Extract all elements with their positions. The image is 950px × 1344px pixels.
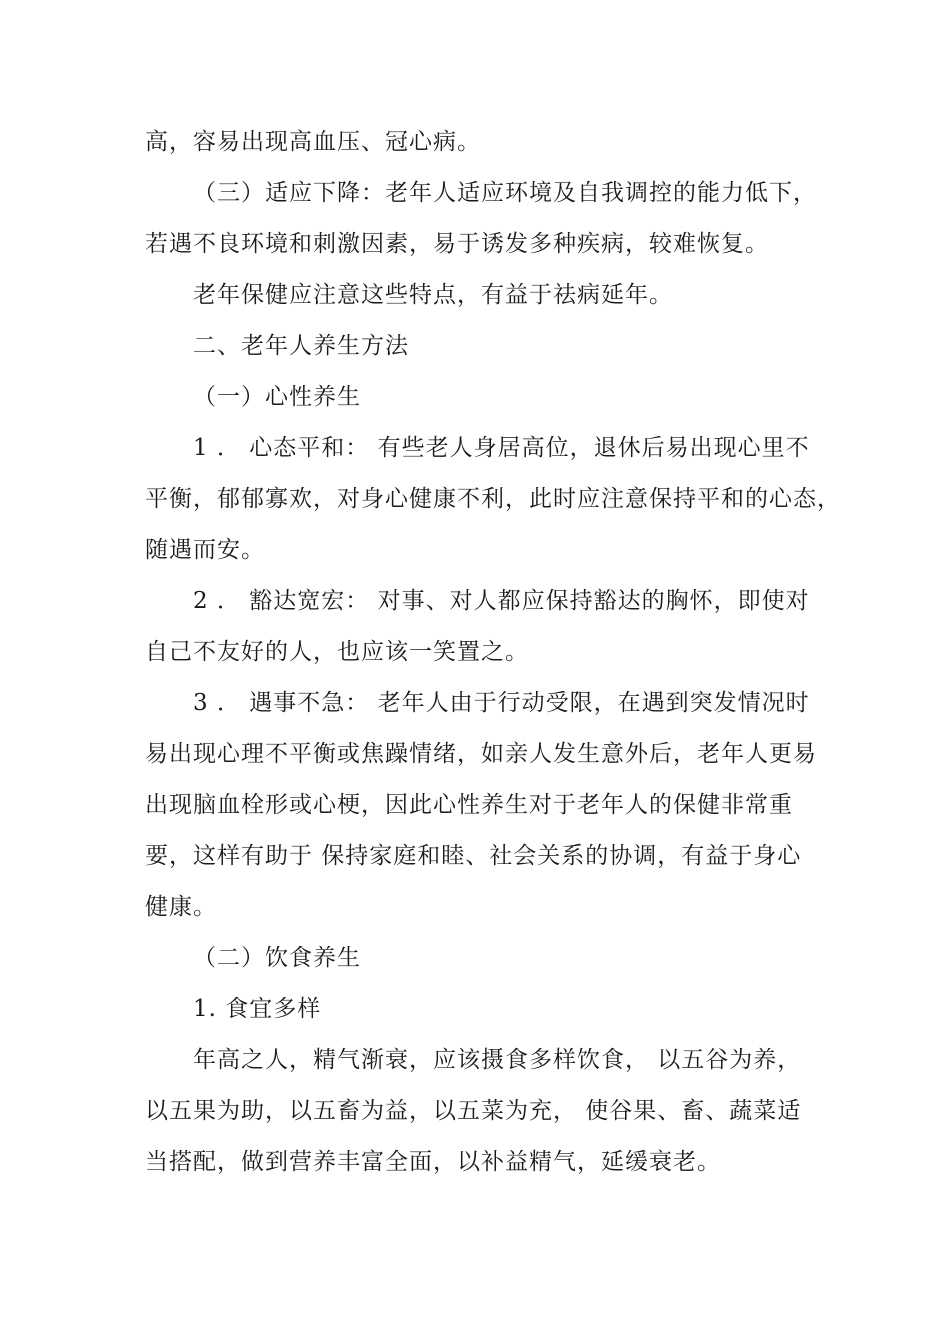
body-text-line: 随遇而安。: [145, 537, 265, 563]
body-text-line: 出现脑血栓形或心梗，因此心性养生对于老年人的保健非常重: [145, 792, 793, 818]
body-text-line: 2 ． 豁达宽宏： 对事、对人都应保持豁达的胸怀，即使对: [193, 588, 810, 614]
body-text-line: 1 ． 心态平和： 有些老人身居高位，退休后易出现心里不: [193, 435, 810, 461]
item-heading: 1. 食宜多样: [193, 996, 322, 1022]
subsection-heading: （二）饮食养生: [193, 945, 361, 971]
body-text-line: 易出现心理不平衡或焦躁情绪，如亲人发生意外后，老年人更易: [145, 741, 817, 767]
body-text-line: 健康。: [145, 894, 217, 920]
body-text-line: 老年保健应注意这些特点，有益于祛病延年。: [193, 282, 673, 308]
body-text-line: 自己不友好的人，也应该一笑置之。: [145, 639, 529, 665]
document-body: [145, 117, 841, 1188]
body-text-line: 3 ． 遇事不急： 老年人由于行动受限，在遇到突发情况时: [193, 690, 810, 716]
body-text-line: 要，这样有助于 保持家庭和睦、社会关系的协调，有益于身心: [145, 843, 802, 869]
body-text-line: 高，容易出现高血压、冠心病。: [145, 129, 481, 155]
subsection-heading: （一）心性养生: [193, 384, 361, 410]
section-heading: 二、老年人养生方法: [193, 333, 409, 359]
body-text-line: 以五果为助，以五畜为益，以五菜为充， 使谷果、畜、蔬菜适: [145, 1098, 802, 1124]
body-text-line: （三）适应下降：老年人适应环境及自我调控的能力低下，: [193, 180, 817, 206]
body-text-line: 当搭配，做到营养丰富全面，以补益精气，延缓衰老。: [145, 1149, 721, 1175]
body-text-line: 年高之人，精气渐衰，应该摄食多样饮食， 以五谷为养，: [193, 1047, 802, 1073]
body-text-line: 若遇不良环境和刺激因素，易于诱发多种疾病，较难恢复。: [145, 231, 769, 257]
body-text-line: 平衡，郁郁寡欢，对身心健康不利，此时应注意保持平和的心态，: [145, 486, 841, 512]
